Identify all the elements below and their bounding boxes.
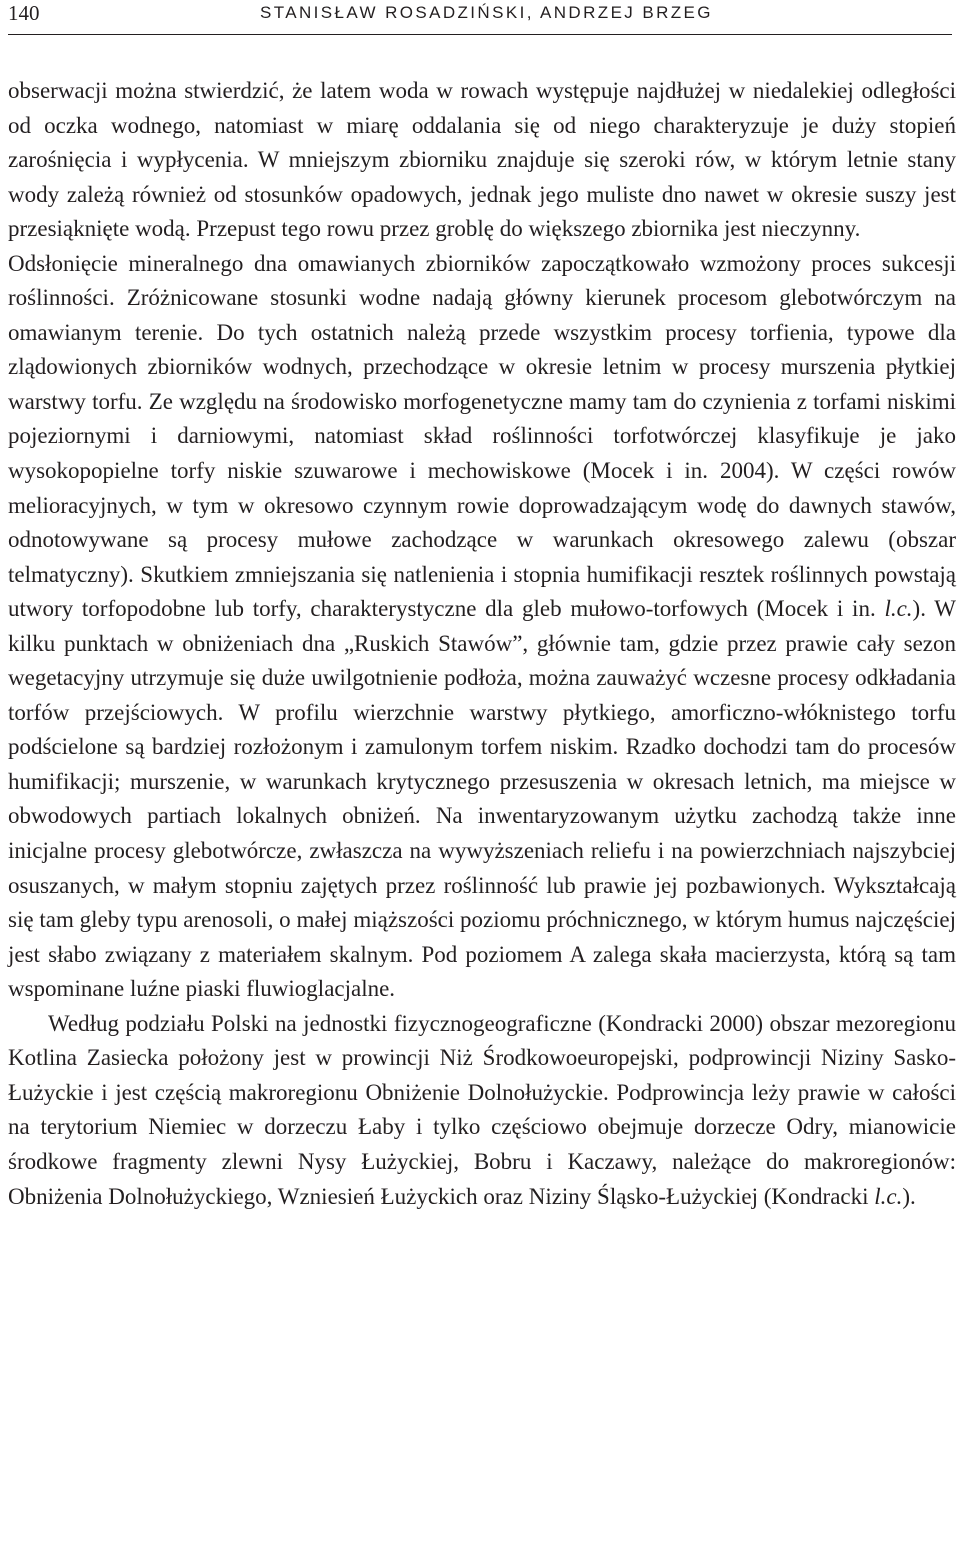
- citation-abbrev: l.c.: [874, 1183, 903, 1209]
- text-segment: ). W kilku punktach w obniżeniach dna „Ruskich Stawów”, głównie tam, gdzie przez prawie cały sezon wegetacyjny utrzymuje się duże uwilgotnienie podłoża, można zauważyć wczesne procesy odkładania torfów przejściowych. W profilu wierzchnie warstwy płytkiego, amorficzno-włóknistego torfu podścielone są bardziej rozłożonym i zamulonym torfem niskim. Rzadko dochodzi tam do procesów humifikacji; murszenie, w warunkach krytycznego przesuszenia w okresach letnich, ma miejsce w obwodowych partiach lokalnych obniżeń. Na inwentaryzowanym użytku zachodzą także inne inicjalne procesy glebotwórcze, zwłaszcza na wywyższeniach reliefu i na powierzchniach najszybciej osuszanych, w małym stopniu zajętych przez roślinność lub prawie jej pozbawionych. Wykształcają się tam gleby typu arenosoli, o małej miąższości poziomu próchnicznego, w którym humus najczęściej jest słabo związany z materiałem skalnym. Pod poziomem A zalega skała macierzysta, którą są tam wspominane luźne piaski fluwioglacjalne.: [8, 596, 956, 1002]
- paragraph-1: [8, 74, 956, 247]
- paragraph-2: [8, 247, 956, 1007]
- page-number: 140: [8, 1, 40, 25]
- page-header: [8, 0, 952, 35]
- text-segment: Według podziału Polski na jednostki fizycznogeograficzne (Kondracki 2000) obszar mezoregionu Kotlina Zasiecka położony jest w prowincji Niż Środkowoeuropejski, podprowincji Niziny Sasko-Łużyckie i jest częścią makroregionu Obniżenie Dolnołużyckie. Podprowincja leży prawie w całości na terytorium Niemiec w dorzeczu Łaby i tylko częściowo obejmuje dorzecze Odry, mianowicie środkowe fragmenty zlewni Nysy Łużyckiej, Bobru i Kaczawy, należące do makroregionów: Obniżenia Dolnołużyckiego, Wzniesień Łużyckich oraz Niziny Śląsko-Łużyckiej (Kondracki: [8, 1010, 956, 1209]
- text-segment: obserwacji można stwierdzić, że latem woda w rowach występuje najdłużej w niedalekiej odległości od oczka wodnego, natomiast w miarę oddalania się od niego charakteryzuje je duży stopień zarośnięcia i wypłycenia. W mniejszym zbiorniku znajduje się szeroki rów, w którym letnie stany wody zależą również od stosunków opadowych, jednak jego muliste dno nawet w okresie suszy jest przesiąknięte wodą. Przepust tego rowu przez groblę do większego zbiornika jest nieczynny.: [8, 78, 956, 242]
- text-segment: ).: [902, 1183, 916, 1209]
- text-segment: Odsłonięcie mineralnego dna omawianych zbiorników zapoczątkowało wzmożony proces sukcesji roślinności. Zróżnicowane stosunki wodne nadają główny kierunek procesom glebotwórczym na omawianym terenie. Do tych ostatnich należą przede wszystkim procesy torfienia, typowe dla zlądowionych zbiorników wodnych, przechodzące w okresie letnim w procesy murszenia płytkiej warstwy torfu. Ze względu na środowisko morfogenetyczne mamy tam do czynienia z torfami niskimi pojeziornymi i darniowymi, natomiast skład roślinności torfotwórczej klasyfikuje je jako wysokopopielne torfy niskie szuwarowe i mechowiskowe (Mocek i in. 2004). W części rowów melioracyjnych, w tym w okresowo czynnym rowie doprowadzającym wodę do dawnych stawów, odnotowywane są procesy mułowe zachodzące w warunkach okresowego zalewu (obszar telmatyczny). Skutkiem zmniejszania się natlenienia i stopnia humifikacji resztek roślinnych powstają utwory torfopodobne lub torfy, charakterystyczne dla gleb mułowo-torfowych (Mocek i in.: [8, 250, 956, 622]
- paragraph-3: [8, 1007, 956, 1214]
- citation-abbrev: l.c.: [884, 596, 913, 622]
- running-head: STANISŁAW ROSADZIŃSKI, ANDRZEJ BRZEG: [260, 3, 713, 22]
- article-body: [8, 74, 956, 1214]
